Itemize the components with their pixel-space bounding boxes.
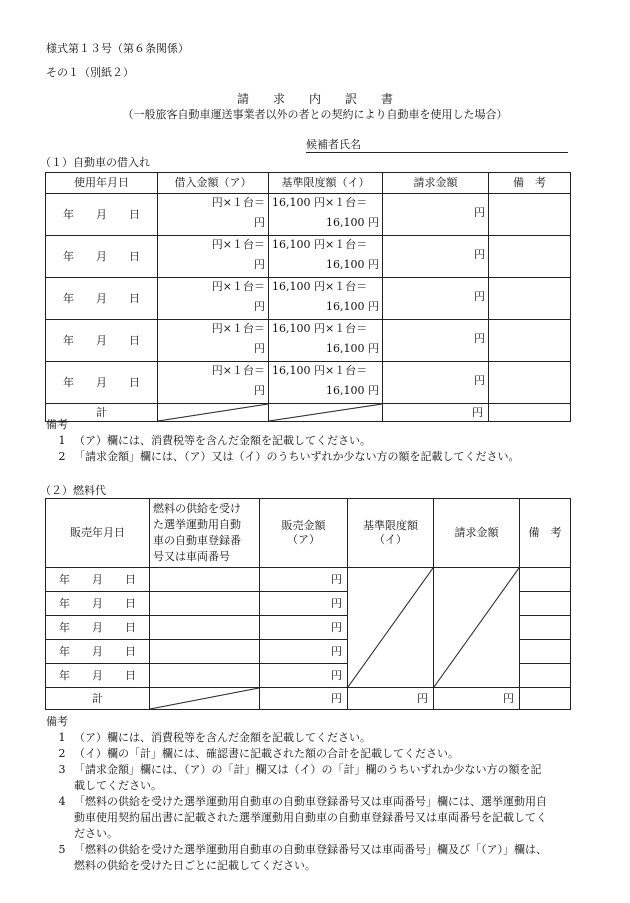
vehicle-number-cell[interactable] [150,664,260,688]
remarks-cell[interactable] [520,688,571,710]
column-header: 備 考 [489,173,571,194]
vehicle-number-cell[interactable] [150,592,260,616]
limit-amount-cell: 16,100 円×１台＝ 16,100 円 [269,236,383,278]
rent-amount-cell[interactable]: 円×１台＝ 円 [158,320,269,362]
rent-amount-cell[interactable]: 円×１台＝ 円 [158,362,269,404]
date-cell[interactable]: 年 月 日 [46,320,158,362]
column-header-date: 販売年月日 [46,499,150,568]
table-row [46,194,571,236]
total-claim-cell[interactable]: 円 [434,688,520,710]
document-title: 請 求 内 訳 書 [236,92,393,106]
rent-amount-cell[interactable]: 円×１台＝ 円 [158,194,269,236]
column-header-limit: 基準限度額 （イ） [348,499,434,568]
table-row [46,278,571,320]
total-label: 計 [46,688,150,710]
remarks-cell[interactable] [520,616,571,640]
column-header-vehicle: 燃料の供給を受け た選挙運動用自動 車の自動車登録番 号又は車両番号 [150,499,260,568]
column-header-claim: 請求金額 [434,499,520,568]
remarks-cell[interactable] [489,236,571,278]
remarks-cell[interactable] [489,362,571,404]
remarks-cell[interactable] [520,640,571,664]
column-header: 使用年月日 [46,173,158,194]
remarks-cell[interactable] [489,404,571,422]
claim-amount-cell[interactable]: 円 [383,194,489,236]
date-cell[interactable]: 年 月 日 [46,640,150,664]
page: 様式第１３号（第６条関係） その１（別紙２） 請 求 内 訳 書 （一般旅客自動車運送事業者以外の者との契約により自動車を使用した場合） 候補者氏名 （１）自動車の借入れ 使用年月日 借入金額（ア） 基準限度額（イ） 請求金額 備 考 年 月 日 円×１台＝ 円 16,100 円×１台＝ 16,100 円 円 年 月 日 円×１台＝ 円 16,100 円×１台＝ 16,100 円 円 年 月 日 円×１台＝ 円 16,100 円×１台＝ 16,100 円 円 年 月 日 円×１台＝ 円 16,100 円×１台＝ 16,100 円 円 年 月 日 円×１台＝ 円 16,100 円×１台＝ 16,100 円 円 計 円 備考 1 （ア）欄には、消費税等を含んだ金額を記載してください。 2 「請求金額」欄には、（ア）又は（イ）のうちいずれか少ない方の額を記載してください。 （２）燃料代 販売年月日 燃料の供給を受け た選挙運動用自動 車の自動車登録番 号又は車両番号 販売金額 （ア） 基準限度額 （イ） 請求金額 備 考 年 月 日 円 年 月 日 円 年 月 日 円 年 月 日 円 年 月 日 円 計 円 円 円 備考 1 （ア）欄には、消費税等を含んだ金額を記載してください。 2 （イ）欄の「計」欄には、確認書に記載された額の合計を記載してください。 3 「請求金額」欄には、（ア）の「計」欄又は（イ）の「計」欄のうちいずれか少ない方の額を記 載してください。 4 「燃料の供給を受けた選挙運動用自動車の自動車登録番号又は車両番号」欄には、選挙運動用自 動車使用契約届出書に記載された選挙運動用自動車の自動車登録番号又は車両番号を記載してく ださい。 5 「燃料の供給を受けた選挙運動用自動車の自動車登録番号又は車両番号」欄及び「（ア）」欄は、 燃料の供給を受けた日ごとに記載してください。 [0,0,630,903]
fuel-cost-table [45,498,571,710]
claim-amount-cell[interactable]: 円 [383,278,489,320]
sale-amount-cell[interactable]: 円 [260,640,348,664]
date-cell[interactable]: 年 月 日 [46,616,150,640]
date-cell[interactable]: 年 月 日 [46,362,158,404]
column-header: 基準限度額（イ） [269,173,383,194]
total-amount-cell[interactable]: 円 [260,688,348,710]
diagonal-cell [158,404,269,422]
vehicle-number-cell[interactable] [150,616,260,640]
diagonal-cell [269,404,383,422]
claim-amount-cell[interactable]: 円 [383,362,489,404]
claim-amount-cell[interactable]: 円 [383,320,489,362]
vehicle-rental-table [45,172,571,422]
claim-amount-cell[interactable]: 円 [383,236,489,278]
table-row-total [46,688,571,710]
column-header-remarks: 備 考 [520,499,571,568]
section1-heading: （１）自動車の借入れ [40,156,150,169]
diagonal-cell [434,568,520,688]
date-cell[interactable]: 年 月 日 [46,568,150,592]
date-cell[interactable]: 年 月 日 [46,194,158,236]
document-subtitle: （一般旅客自動車運送事業者以外の者との契約により自動車を使用した場合） [122,108,508,121]
table-row [46,362,571,404]
table-header-row [46,173,571,194]
attachment-label: その１（別紙２） [46,66,134,79]
column-header-amount: 販売金額 （ア） [260,499,348,568]
sale-amount-cell[interactable]: 円 [260,664,348,688]
diagonal-cell [150,688,260,710]
date-cell[interactable]: 年 月 日 [46,236,158,278]
sale-amount-cell[interactable]: 円 [260,616,348,640]
table-row [46,568,571,592]
remarks-cell[interactable] [520,568,571,592]
note-item: 1 （ア）欄には、消費税等を含んだ金額を記載してください。 [58,434,371,447]
section2-heading: （２）燃料代 [40,484,106,497]
candidate-name-line [306,152,568,153]
limit-amount-cell: 16,100 円×１台＝ 16,100 円 [269,320,383,362]
remarks-cell[interactable] [489,278,571,320]
date-cell[interactable]: 年 月 日 [46,664,150,688]
date-cell[interactable]: 年 月 日 [46,592,150,616]
column-header: 請求金額 [383,173,489,194]
limit-amount-cell: 16,100 円×１台＝ 16,100 円 [269,194,383,236]
notes-heading: 備考 [46,715,68,728]
total-label: 計 [46,404,158,422]
column-header: 借入金額（ア） [158,173,269,194]
date-cell[interactable]: 年 月 日 [46,278,158,320]
rent-amount-cell[interactable]: 円×１台＝ 円 [158,236,269,278]
table-row [46,320,571,362]
remarks-cell[interactable] [520,664,571,688]
candidate-name-label: 候補者氏名 [306,138,361,151]
form-number: 様式第１３号（第６条関係） [46,42,189,55]
sale-amount-cell[interactable]: 円 [260,568,348,592]
vehicle-number-cell[interactable] [150,568,260,592]
rent-amount-cell[interactable]: 円×１台＝ 円 [158,278,269,320]
table-row-total [46,404,571,422]
remarks-cell[interactable] [489,194,571,236]
remarks-cell[interactable] [489,320,571,362]
sale-amount-cell[interactable]: 円 [260,592,348,616]
limit-amount-cell: 16,100 円×１台＝ 16,100 円 [269,278,383,320]
vehicle-number-cell[interactable] [150,640,260,664]
diagonal-cell [348,568,434,688]
note-item: 2 「請求金額」欄には、（ア）又は（イ）のうちいずれか少ない方の額を記載してください。 [58,450,520,463]
notes-heading: 備考 [46,418,68,431]
limit-amount-cell: 16,100 円×１台＝ 16,100 円 [269,362,383,404]
table-row [46,236,571,278]
total-limit-cell[interactable]: 円 [348,688,434,710]
total-claim-cell[interactable]: 円 [383,404,489,422]
remarks-cell[interactable] [520,592,571,616]
table-header-row [46,499,571,568]
